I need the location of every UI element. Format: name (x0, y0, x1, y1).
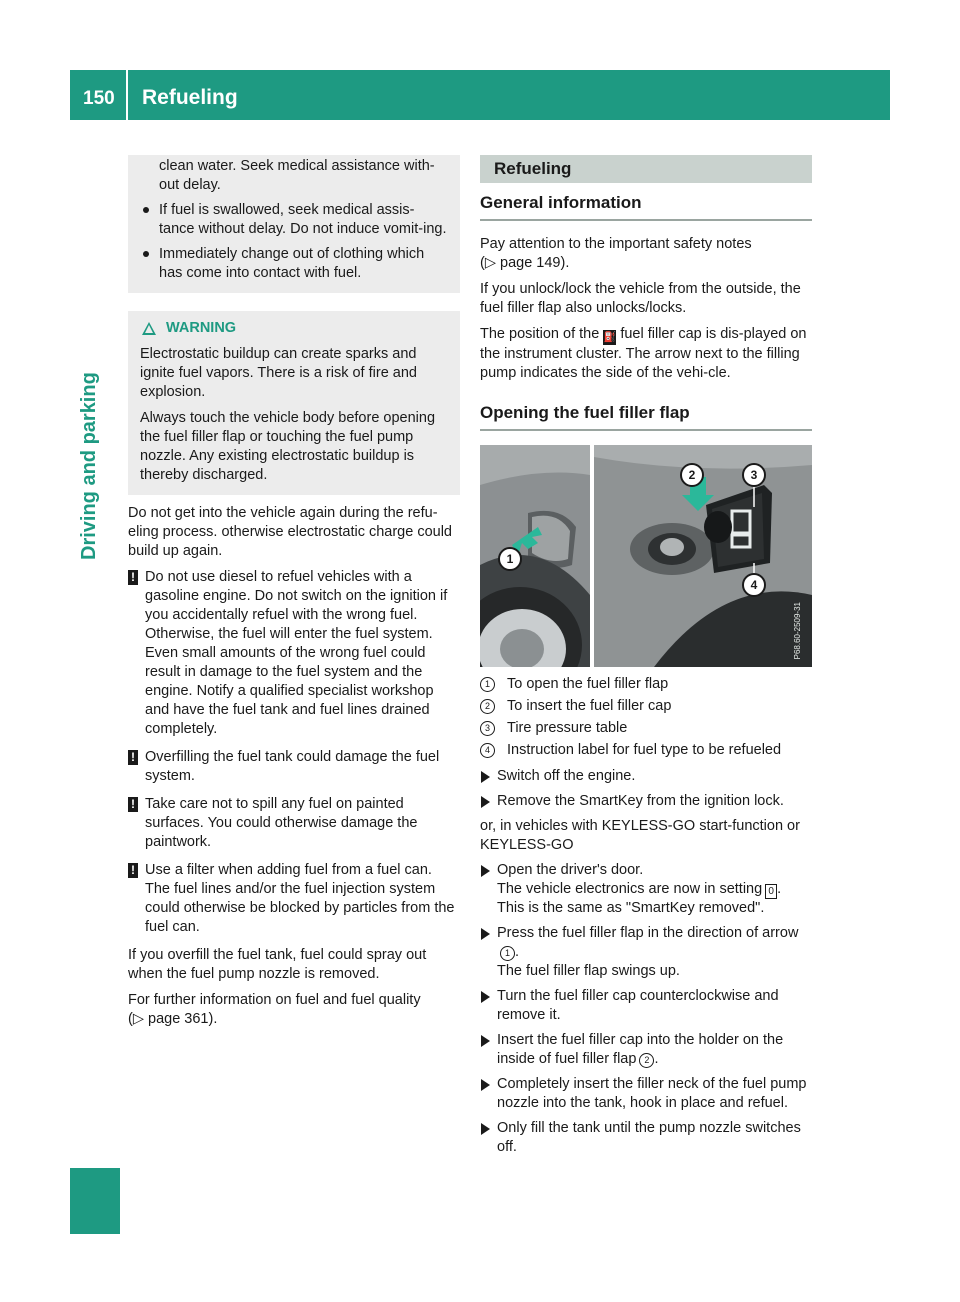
further-info-paragraph (128, 991, 460, 1029)
callout-ref-number: 2 (639, 1053, 654, 1068)
warning-paragraph: Always touch the vehicle body before opening the fuel filler flap or touching the fuel pump nozzle. Any existing electrostatic buildup is thereby discharged. (140, 410, 436, 483)
legend-item (480, 719, 812, 738)
safety-notes-text: Pay attention to the important safety notes (480, 236, 752, 252)
note-item (128, 748, 460, 786)
legend-text: To open the fuel filler flap (507, 676, 669, 692)
exclamation-icon: ! (128, 750, 138, 765)
step-text-end: . (515, 944, 520, 960)
step-arrow-icon (481, 1123, 490, 1135)
header-divider (126, 70, 128, 120)
note-text: Use a filter when adding fuel from a fuel can. The fuel lines and/or the fuel injection system could otherwise be blocked by particles from the fuel can. (145, 862, 455, 935)
step-subtext: The vehicle electronics are now in setting (497, 881, 763, 897)
legend-item (480, 741, 812, 760)
step-arrow-icon (481, 991, 490, 1003)
box-continuation: clean water. Seek medical assistance with-out delay. (159, 158, 435, 193)
step-text: Completely insert the filler neck of the fuel pump nozzle into the tank, hook in place and refuel. (497, 1076, 807, 1111)
step-arrow-icon (481, 928, 490, 940)
callout-3: 3 (742, 463, 766, 487)
fuel-pump-icon: ⛽ (603, 332, 617, 343)
warning-title-text: WARNING (166, 320, 237, 336)
key-position-icon: 0 (765, 884, 777, 899)
step-text: Turn the fuel filler cap counterclockwise and remove it. (497, 988, 779, 1023)
step-text: Only fill the tank until the pump nozzle switches off. (497, 1120, 801, 1155)
step-arrow-icon (481, 796, 490, 808)
instruction-step (480, 767, 812, 786)
legend-number: 1 (480, 677, 495, 692)
instruction-step (480, 792, 812, 811)
step-subtext-end: . (777, 881, 782, 897)
legend-text: Instruction label for fuel type to be refueled (507, 742, 782, 758)
box-bullet: If fuel is swallowed, seek medical assis-tance without delay. Do not induce vomit-ing. (140, 201, 448, 239)
side-tab-marker (70, 1168, 120, 1234)
page-reference-link[interactable]: (▷ page 361). (128, 1011, 218, 1027)
step-text: Press the fuel filler flap in the direction of arrow (497, 925, 799, 941)
note-item (128, 568, 460, 739)
general-info-heading: General information (480, 193, 812, 221)
page-reference-link[interactable]: (▷ page 149). (480, 255, 570, 271)
legend-item (480, 697, 812, 716)
instruction-step (480, 1031, 812, 1069)
fuel-flap-figure (480, 445, 812, 667)
opening-heading: Opening the fuel filler flap (480, 403, 812, 431)
section-heading: Refueling (480, 155, 812, 183)
step-subtext: The fuel filler flap swings up. (497, 963, 680, 979)
note-item (128, 861, 460, 937)
step-text: Remove the SmartKey from the ignition lock. (497, 793, 784, 809)
overfill-paragraph: If you overfill the fuel tank, fuel could spray out when the fuel pump nozzle is removed. (128, 947, 427, 982)
safety-notes-paragraph (480, 235, 812, 273)
cap-position-paragraph (480, 325, 812, 383)
legend-text: To insert the fuel filler cap (507, 698, 672, 714)
instruction-step (480, 861, 812, 918)
further-info-text: For further information on fuel and fuel quality (128, 992, 421, 1008)
warning-triangle-icon (142, 322, 156, 335)
page-number: 150 (83, 88, 115, 109)
legend-item (480, 675, 812, 694)
exclamation-icon: ! (128, 863, 138, 878)
callout-ref-number: 1 (500, 946, 515, 961)
refueling-paragraph: Do not get into the vehicle again during the refu-eling process. otherwise electrostatic charge could build up again. (128, 505, 452, 559)
callout-1: 1 (498, 547, 522, 571)
left-column (128, 155, 460, 1036)
note-text: Take care not to spill any fuel on painted surfaces. You could otherwise damage the paintwork. (145, 796, 418, 850)
instruction-step (480, 924, 812, 981)
instruction-step (480, 987, 812, 1025)
right-column (480, 155, 812, 1163)
step-text: Open the driver's door. (497, 862, 644, 878)
figure-id: P68.60-2509-31 (793, 601, 802, 659)
cap-position-text: The position of the (480, 326, 600, 342)
step-subtext: This is the same as "SmartKey removed". (497, 900, 765, 916)
exclamation-icon: ! (128, 797, 138, 812)
step-arrow-icon (481, 1079, 490, 1091)
cap-position-text-2: fuel filler cap is dis-played on the instrument cluster. The arrow next to the filling pump indicates the side of the vehi-cle. (480, 326, 807, 381)
step-text: Insert the fuel filler cap into the holder on the inside of fuel filler flap (497, 1032, 784, 1067)
callout-2: 2 (680, 463, 704, 487)
note-text: Overfilling the fuel tank could damage the fuel system. (145, 749, 440, 784)
exclamation-icon: ! (128, 570, 138, 585)
or-condition-text: or, in vehicles with KEYLESS-GO start-function or KEYLESS-GO (480, 818, 800, 853)
legend-text: Tire pressure table (507, 720, 628, 736)
box-bullet: Immediately change out of clothing which has come into contact with fuel. (140, 245, 448, 283)
step-arrow-icon (481, 865, 490, 877)
instruction-step (480, 1075, 812, 1113)
warning-box (128, 311, 460, 495)
step-text: Switch off the engine. (497, 768, 636, 784)
figure-left-photo (480, 445, 590, 667)
legend-number: 4 (480, 743, 495, 758)
note-text: Do not use diesel to refuel vehicles with a gasoline engine. Do not switch on the ignition if you accidentally refuel with the wrong fuel. Otherwise, the fuel will enter the fuel system. Even small amounts of the wrong fuel could result in damage to the fuel system and the engine. Notify a qualified specialist workshop and have the fuel tank and fuel lines drained completely. (145, 569, 448, 737)
figure-right-photo (594, 445, 812, 667)
warning-title (140, 319, 448, 338)
callout-4: 4 (742, 573, 766, 597)
step-arrow-icon (481, 1035, 490, 1047)
instruction-step (480, 1119, 812, 1157)
side-tab-label: Driving and parking (78, 372, 100, 560)
page-title: Refueling (142, 86, 238, 109)
note-item (128, 795, 460, 852)
warning-paragraph: Electrostatic buildup can create sparks and ignite fuel vapors. There is a risk of fire and explosion. (140, 346, 417, 400)
step-text-end: . (654, 1051, 659, 1067)
unlock-paragraph: If you unlock/lock the vehicle from the outside, the fuel filler flap also unlocks/locks. (480, 281, 801, 316)
legend-number: 3 (480, 721, 495, 736)
safety-box (128, 155, 460, 293)
car-side-illustration (480, 445, 590, 667)
legend-number: 2 (480, 699, 495, 714)
step-arrow-icon (481, 771, 490, 783)
